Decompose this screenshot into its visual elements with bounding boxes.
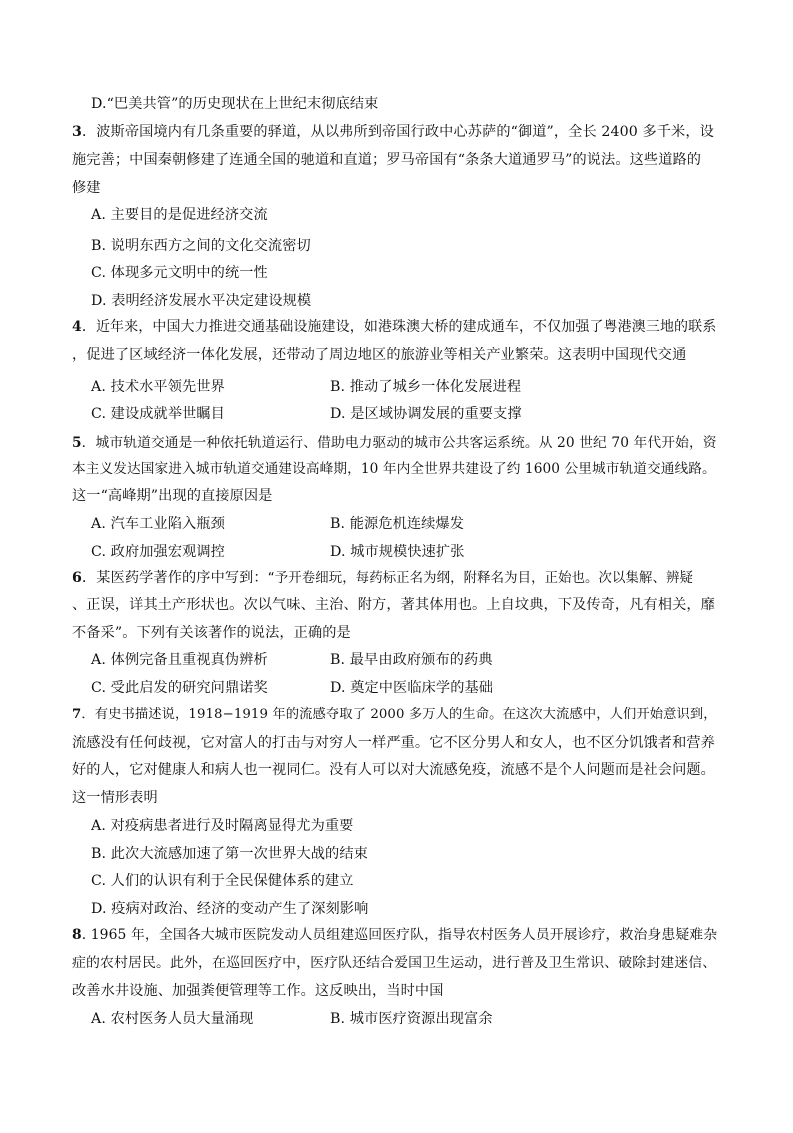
q3-number: 3	[72, 124, 82, 140]
q6-quote: “予开卷细玩，每药标正名为纲，附释名为目，正始也。次以集解、辨疑	[267, 571, 693, 586]
q4-option-b: B. 推动了城乡一体化发展进程	[330, 379, 522, 395]
q4-option-c: C. 建设成就举世瞩目	[91, 406, 225, 422]
q5-option-d: D. 城市规模快速扩张	[330, 544, 465, 560]
q3-stem-line1: 3．波斯帝国境内有几条重要的驿道，从以弗所到帝国行政中心苏萨的“御道”，全长 2400 多千米，设	[72, 124, 714, 140]
q5-stem-line1: 5．城市轨道交通是一种依托轨道运行、借助电力驱动的城市公共客运系统。从 20 世纪 70 年代开始，资	[72, 435, 717, 451]
q5-option-a: A. 汽车工业陷入瓶颈	[91, 516, 225, 532]
q7-option-b: B. 此次大流感加速了第一次世界大战的结束	[91, 846, 368, 862]
q8-stem-line2: 症的农村居民。此外，在巡回医疗中，医疗队还结合爱国卫生运动，进行普及卫生常识、破除封建迷信、	[72, 955, 717, 971]
q5-stem-line2: 本主义发达国家进入城市轨道交通建设高峰期，10 年内全世界共建设了约 1600 公里城市轨道交通线路。	[72, 461, 716, 477]
q4-option-d: D. 是区域协调发展的重要支撑	[330, 406, 522, 422]
q4-option-a: A. 技术水平领先世界	[91, 379, 225, 395]
q8-stem-line3: 改善水井设施、加强粪便管理等工作。这反映出，当时中国	[72, 983, 444, 999]
q6-option-b: B. 最早由政府颁布的药典	[330, 652, 493, 668]
q4-stem-line1: 4．近年来，中国大力推进交通基础设施建设，如港珠澳大桥的建成通车，不仅加强了粤港澳三地的联系	[72, 319, 717, 335]
q6-stem-line1: 6．某医药学著作的序中写到：“予开卷细玩，每药标正名为纲，附释名为目，正始也。次以集解、辨疑	[72, 570, 693, 586]
q7-stem-line2: 流感没有任何歧视，它对富人的打击与对穷人一样严重。它不区分男人和女人，也不区分饥饿者和营养	[72, 735, 715, 751]
q7-option-c: C. 人们的认识有利于全民保健体系的建立	[91, 873, 354, 889]
q7-number: 7	[72, 707, 82, 722]
q6-option-d: D. 奠定中医临床学的基础	[330, 680, 494, 696]
q8-option-a: A. 农村医务人员大量涌现	[91, 1011, 254, 1027]
q8-stem-line1: 8. 1965 年，全国各大城市医院发动人员组建巡回医疗队，指导农村医务人员开展诊疗，救治身患疑难杂	[72, 927, 718, 943]
q7-option-d: D. 疫病对政治、经济的变动产生了深刻影响	[91, 901, 369, 917]
q3-option-b: B. 说明东西方之间的文化交流密切	[91, 238, 311, 254]
q5-number: 5	[72, 435, 82, 451]
q7-stem-line4: 这一情形表明	[72, 790, 158, 806]
q3-stem-line2: 施完善；中国秦朝修建了连通全国的驰道和直道；罗马帝国有“条条大道通罗马”的说法。这些道路的	[72, 152, 702, 168]
q7-stem-line3: 好的人，它对健康人和病人也一视同仁。没有人可以对大流感免疫，流感不是个人问题而是社会问题。	[72, 762, 715, 778]
q7-option-a: A. 对疫病患者进行及时隔离显得尤为重要	[91, 818, 354, 834]
q3-option-a: A. 主要目的是促进经济交流	[91, 207, 268, 223]
q8-option-b: B. 城市医疗资源出现富余	[330, 1011, 493, 1027]
q4-stem-line2: ，促进了区域经济一体化发展，还带动了周边地区的旅游业等相关产业繁荣。这表明中国现代交通	[72, 347, 687, 363]
q3-option-d: D. 表明经济发展水平决定建设规模	[91, 293, 312, 309]
q6-option-a: A. 体例完备且重视真伪辨析	[91, 652, 268, 668]
q6-number: 6	[72, 570, 82, 586]
q5-option-b: B. 能源危机连续爆发	[330, 516, 465, 532]
q5-option-c: C. 政府加强宏观调控	[91, 544, 225, 560]
q3-stem-line3: 修建	[72, 180, 101, 196]
q5-stem-line3: 这一“高峰期”出现的直接原因是	[72, 488, 273, 504]
q7-stem-line1: 7．有史书描述说，1918−1919 年的流感夺取了 2000 多万人的生命。在这次大流感中，人们开始意识到，	[72, 707, 717, 722]
q6-option-c: C. 受此启发的研究问鼎诺奖	[91, 680, 268, 696]
q6-stem-line2: 、正误，详其土产形状也。次以气味、主治、附方，著其体用也。上自坟典，下及传奇，凡有相关，靡	[72, 597, 715, 613]
q8-number: 8	[72, 927, 82, 943]
q6-stem-line3: 不备采”。下列有关该著作的说法，正确的是	[72, 625, 351, 641]
q3-option-c: C. 体现多元文明中的统一性	[91, 265, 268, 281]
q4-number: 4	[72, 319, 82, 335]
q2-option-d: D.“巴美共管”的历史现状在上世纪末彻底结束	[91, 96, 379, 112]
